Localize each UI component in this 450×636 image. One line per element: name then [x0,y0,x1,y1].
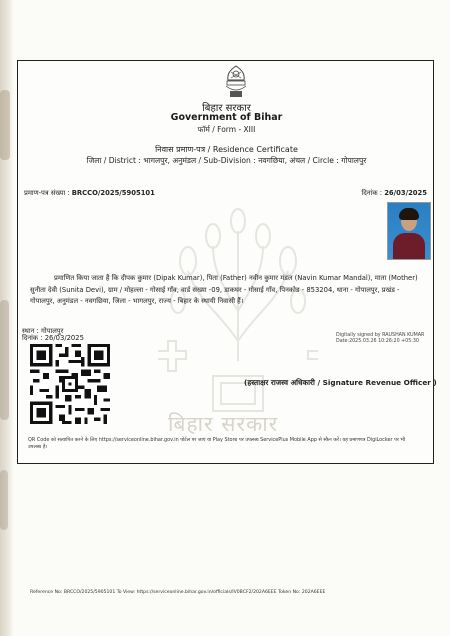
issue-place: स्थान : गोपालपुर [22,327,64,335]
bihar-emblem-icon [222,64,250,100]
qr-code [30,344,110,424]
certificate-frame [17,60,437,464]
scan-stain [0,470,8,530]
scan-stain [0,90,10,160]
certificate-body-text: प्रमाणित किया जाता है कि दीपक कुमार (Dipak Kumar), पिता (Father) नवीन कुमार मंडल (Navin Kumar Mandal), माता (Mother) सुनीता देवी (Sunita Devi), ग्राम / मोहल्ला - गोसाई गाँव, वार्ड संख्या -09, डाकघर - गोसाई गाँव, पिनकोड - 853204, थाना - गोपालपुर, प्रखंड - गोपालपुर, अनुमंडल - नवगछिया, जिला - भागलपुर, राज्य - बिहार के स्थायी निवासी हैं। [30,274,418,305]
watermark-text: बिहार सरकार [168,412,279,436]
certificate-number-value: BRCCO/2025/5905101 [71,189,155,197]
form-number: फॉर्म / Form - XIII [197,125,256,134]
digital-signature-signer: Digitally signed by RAUSHAN KUMAR [336,333,425,338]
officer-signature-label: (हस्ताक्षर राजस्व अधिकारी / Signature Revenue Officer ) [244,378,437,387]
applicant-photo [387,202,431,260]
certificate-body [30,273,426,308]
watermark-emblem-icon [158,191,318,441]
issue-date-label: दिनांक : [361,189,383,197]
sign-date: दिनांक : 26/03/2025 [22,334,84,342]
qr-verification-note: QR Code को सत्यापित करने के लिए https://serviceonline.bihar.gov.in पोर्टल पर जाएं या Play Store पर उपलब्ध ServicePlus Mobile App से स्कैन करें। यह प्रमाणपत्र DigiLocker पर भी उपलब्ध है। [28,437,406,450]
certificate-number-label: प्रमाण-पत्र संख्या : [24,189,70,197]
issue-date [361,188,427,197]
department-english: Government of Bihar [170,112,283,123]
issue-date-value: 26/03/2025 [384,189,427,197]
scan-stain [0,300,9,420]
certificate-number [24,188,155,197]
digital-signature-date: Date:2025.03.26 10:26:20 +05:30 [336,339,419,344]
certificate-title: निवास प्रमाण-पत्र / Residence Certificate [155,145,298,154]
department-hindi: बिहार सरकार [202,103,251,114]
jurisdiction-line: जिला / District : भागलपुर, अनुमंडल / Sub-Division : नवगछिया, अंचल / Circle : गोपालपुर [86,156,367,165]
reference-footer: Reference No: BRCCO/2025/5905101 To View: https://serviceonline.bihar.gov.in/officials/IV0BCF2/202A6EEE Token No: 202A6EEE [30,590,326,595]
digital-signature [336,333,424,345]
